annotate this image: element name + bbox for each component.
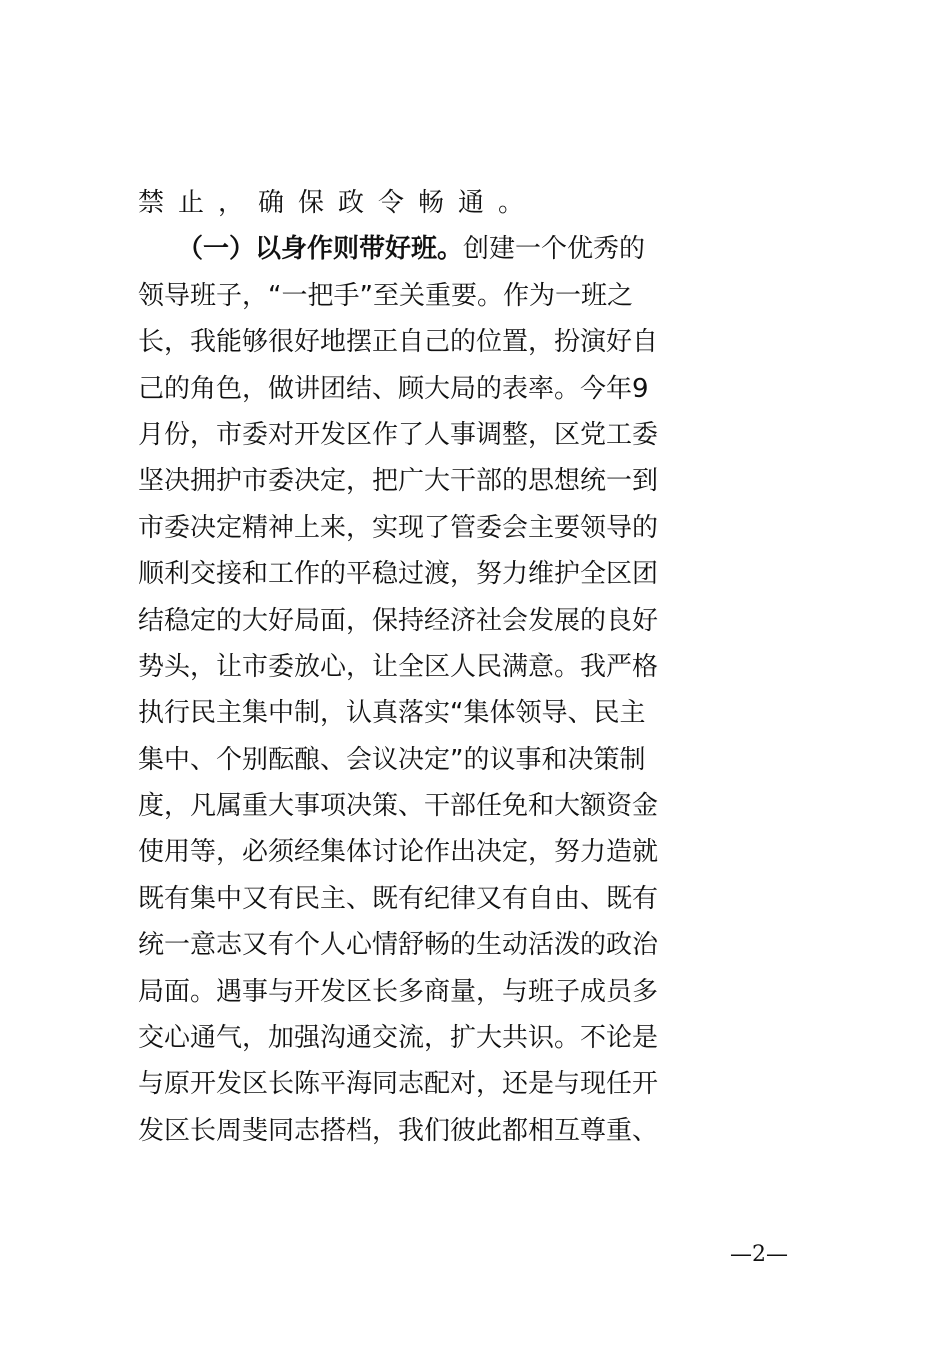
text-line: 交心通气，加强沟通交流，扩大共识。不论是 xyxy=(138,1023,659,1054)
text-line: 禁止，确保政令畅通。 xyxy=(138,188,539,218)
text-line: 局面。遇事与开发区长多商量，与班子成员多 xyxy=(138,976,659,1007)
text-line: 顺利交接和工作的平稳过渡，努力维护全区团 xyxy=(138,559,659,590)
section-heading: （一）以身作则带好班。 xyxy=(190,234,464,265)
text-line: 己的角色，做讲团结、顾大局的表率。今年9 xyxy=(138,373,649,404)
text-line: 结稳定的大好局面，保持经济社会发展的良好 xyxy=(138,605,659,636)
text-line: 势头，让市委放心，让全区人民满意。我严格 xyxy=(138,651,659,682)
body-text xyxy=(138,180,818,1154)
text-line: 执行民主集中制，认真落实“集体领导、民主 xyxy=(138,698,646,729)
text-line: 领导班子，“一把手”至关重要。作为一班之 xyxy=(138,280,633,311)
text-line: 使用等，必须经集体讨论作出决定，努力造就 xyxy=(138,837,659,868)
text-line: 与原开发区长陈平海同志配对，还是与现任开 xyxy=(138,1069,659,1100)
text-line: 既有集中又有民主、既有纪律又有自由、既有 xyxy=(138,883,659,914)
text-line: 统一意志又有个人心情舒畅的生动活泼的政治 xyxy=(138,930,659,961)
text-line: 度，凡属重大事项决策、干部任免和大额资金 xyxy=(138,791,659,822)
text-line: 月份，市委对开发区作了人事调整，区党工委 xyxy=(138,419,659,450)
page-number: —2— xyxy=(730,1242,788,1267)
text-line: 发区长周斐同志搭档，我们彼此都相互尊重、 xyxy=(138,1115,659,1146)
section-heading-continuation: 创建一个优秀的 xyxy=(463,234,646,265)
text-line: 长，我能够很好地摆正自己的位置，扮演好自 xyxy=(138,327,659,358)
section-heading-line xyxy=(138,226,818,272)
text-line: 集中、个别酝酿、会议决定”的议事和决策制 xyxy=(138,744,646,775)
text-line: 市委决定精神上来，实现了管委会主要领导的 xyxy=(138,512,659,543)
text-line: 坚决拥护市委决定，把广大干部的思想统一到 xyxy=(138,466,659,497)
